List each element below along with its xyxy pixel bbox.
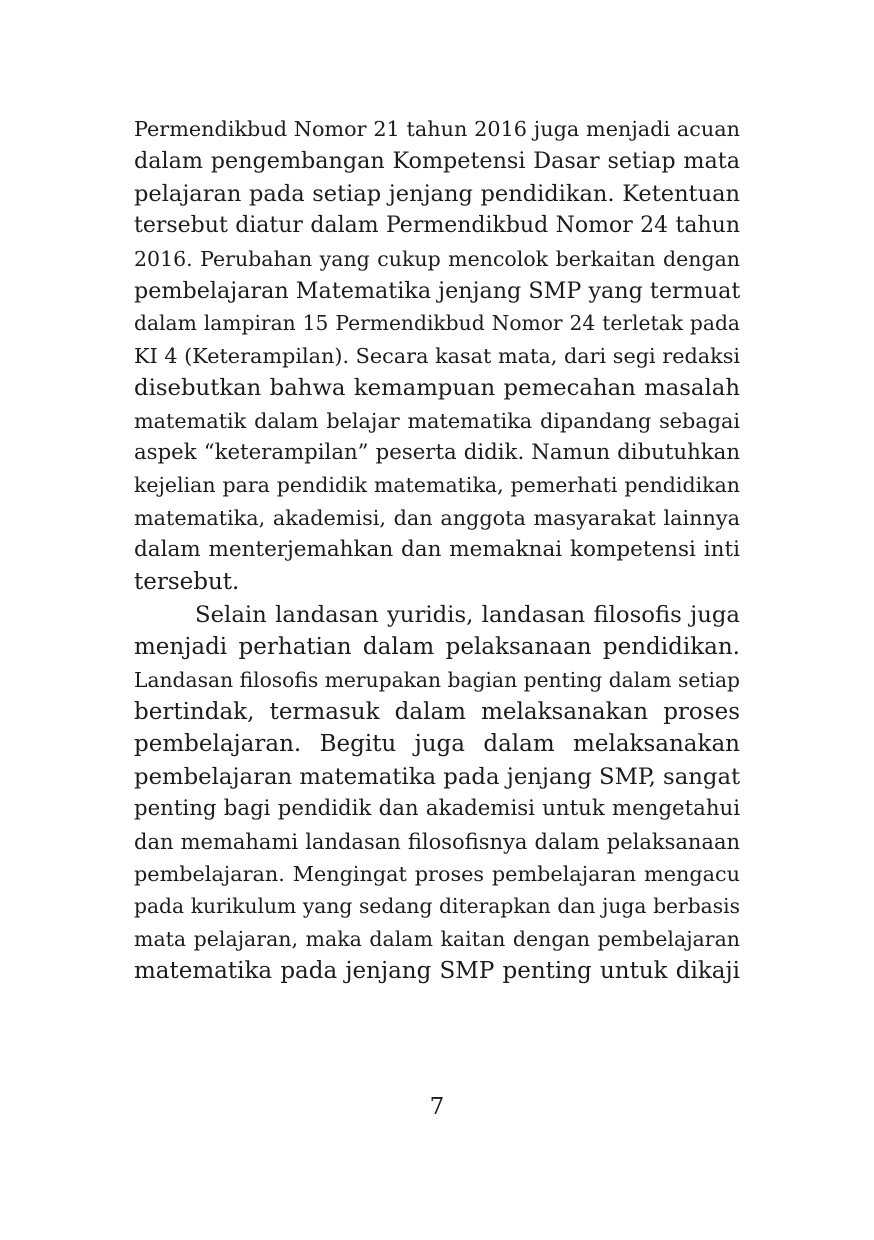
text-line: 2016. Perubahan yang cukup mencolok berkaitan dengan	[134, 246, 740, 271]
text-line: aspek “keterampilan” peserta didik. Namun dibutuhkan	[134, 439, 740, 465]
text-line: Permendikbud Nomor 21 tahun 2016 juga menjadi acuan	[134, 117, 740, 141]
page-number: 7	[429, 1094, 445, 1120]
body-text	[134, 113, 740, 988]
text-line: matematik dalam belajar matematika dipandang sebagai	[134, 408, 740, 433]
text-line: matematika pada jenjang SMP penting untuk dikaji	[134, 958, 740, 985]
text-line: pelajaran pada setiap jenjang pendidikan. Ketentuan	[134, 180, 740, 207]
text-line: pembelajaran. Mengingat proses pembelajaran mengacu	[134, 861, 740, 886]
text-line: pembelajaran. Begitu juga dalam melaksanakan	[134, 731, 740, 758]
text-line: tersebut.	[134, 569, 240, 596]
paragraph-2	[134, 599, 740, 988]
text-line: menjadi perhatian dalam pelaksanaan pendidikan.	[134, 634, 740, 661]
text-line: matematika, akademisi, dan anggota masyarakat lainnya	[134, 505, 740, 530]
text-line: mata pelajaran, maka dalam kaitan dengan pembelajaran	[134, 926, 740, 951]
text-line: pembelajaran matematika pada jenjang SMP, sangat	[134, 763, 741, 790]
text-line: bertindak, termasuk dalam melaksanakan proses	[134, 699, 740, 726]
text-line: tersebut diatur dalam Permendikbud Nomor 24 tahun	[134, 213, 740, 239]
text-line: pembelajaran Matematika jenjang SMP yang termuat	[134, 277, 741, 304]
text-line: dalam lampiran 15 Permendikbud Nomor 24 terletak pada	[134, 311, 740, 336]
text-line: dalam pengembangan Kompetensi Dasar setiap mata	[134, 148, 740, 175]
paragraph-1	[134, 113, 740, 599]
text-line: penting bagi pendidik dan akademisi untuk mengetahui	[134, 796, 740, 822]
text-line: disebutkan bahwa kemampuan pemecahan masalah	[134, 375, 740, 402]
text-line: Landasan filosofis merupakan bagian penting dalam setiap	[134, 667, 740, 692]
text-line: kejelian para pendidik matematika, pemerhati pendidikan	[134, 473, 740, 498]
text-line: dan memahami landasan filosofisnya dalam pelaksanaan	[134, 829, 740, 854]
text-line: Selain landasan yuridis, landasan filosofis juga	[195, 601, 740, 628]
text-line: pada kurikulum yang sedang diterapkan dan juga berbasis	[134, 894, 740, 919]
text-line: dalam menterjemahkan dan memaknai kompetensi inti	[134, 537, 740, 563]
text-line: KI 4 (Keterampilan). Secara kasat mata, dari segi redaksi	[134, 343, 740, 368]
